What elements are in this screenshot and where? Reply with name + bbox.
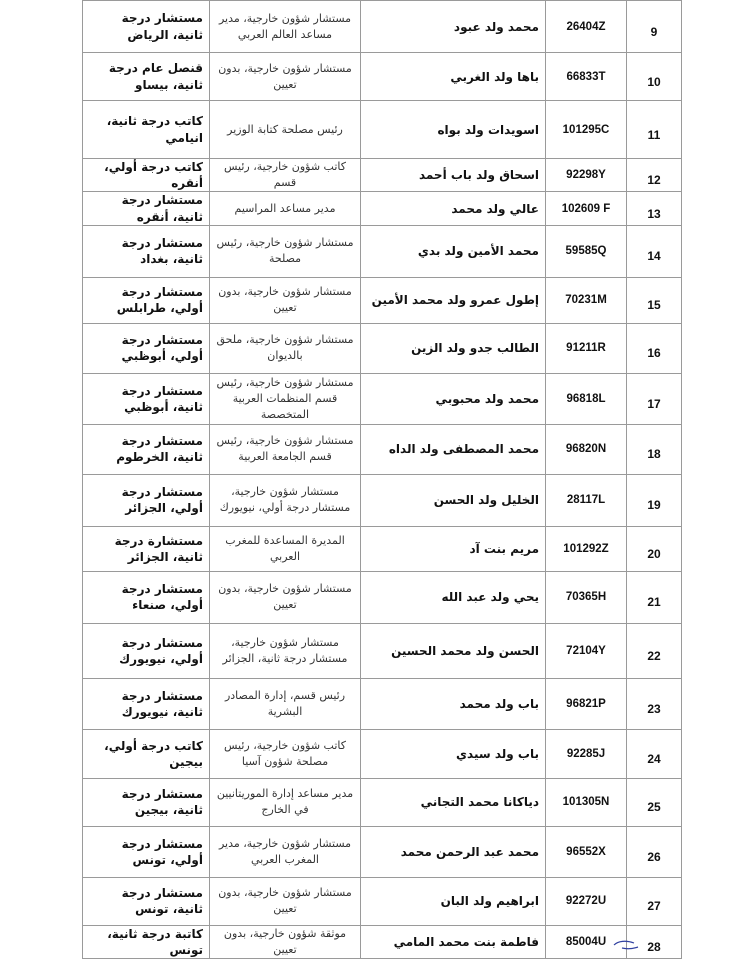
row-number-cell: 26 xyxy=(627,826,682,877)
code-cell: 96552X xyxy=(546,826,627,877)
job-cell: مستشار شؤون خارجية، بدون تعيين xyxy=(210,53,361,101)
name-cell: الطالب جدو ولد الزين xyxy=(361,323,546,373)
table-row xyxy=(83,571,682,623)
code-cell: 28117L xyxy=(546,474,627,526)
post-cell: قنصل عام درجة ثانية، بيساو xyxy=(83,53,210,101)
code-cell: 96818L xyxy=(546,373,627,424)
row-number-cell: 24 xyxy=(627,729,682,778)
post-cell: كاتب درجة ثانية، انيامي xyxy=(83,101,210,159)
name-cell: إطول عمرو ولد محمد الأمين xyxy=(361,277,546,323)
table-row xyxy=(83,225,682,277)
table-row xyxy=(83,826,682,877)
row-number-cell: 19 xyxy=(627,474,682,526)
table-row xyxy=(83,159,682,192)
post-cell: مستشار درجة أولي، أبوظبي xyxy=(83,323,210,373)
job-cell: كاتب شؤون خارجية، رئيس مصلحة شؤون آسيا xyxy=(210,729,361,778)
code-cell: 96821P xyxy=(546,678,627,729)
post-cell: مستشار درجة ثانية، نيويورك xyxy=(83,678,210,729)
name-cell: مريم بنت آد xyxy=(361,526,546,571)
row-number-cell: 17 xyxy=(627,373,682,424)
post-cell: مستشار درجة ثانية، بغداد xyxy=(83,225,210,277)
name-cell: محمد الأمين ولد بدي xyxy=(361,225,546,277)
job-cell: مستشار شؤون خارجية، مدير المغرب العربي xyxy=(210,826,361,877)
job-cell: مستشار شؤون خارجية، بدون تعيين xyxy=(210,571,361,623)
row-number-cell: 9 xyxy=(627,1,682,53)
table-row xyxy=(83,729,682,778)
post-cell: مستشار درجة أولي، طرابلس xyxy=(83,277,210,323)
code-cell: 101295C xyxy=(546,101,627,159)
post-cell: مستشار درجة ثانية، أبوظبي xyxy=(83,373,210,424)
post-cell: مستشار درجة ثانية، الخرطوم xyxy=(83,424,210,474)
post-cell: مستشار درجة ثانية، بيجين xyxy=(83,778,210,826)
staff-table-body xyxy=(83,1,682,959)
post-cell: مستشار درجة ثانية، أنقره xyxy=(83,192,210,225)
code-cell: 91211R xyxy=(546,323,627,373)
job-cell: مستشار شؤون خارجية، رئيس مصلحة xyxy=(210,225,361,277)
name-cell: باب ولد سيدي xyxy=(361,729,546,778)
job-cell: مستشار شؤون خارجية، رئيس قسم الجامعة العربية xyxy=(210,424,361,474)
code-cell: 26404Z xyxy=(546,1,627,53)
name-cell: محمد ولد محبوبي xyxy=(361,373,546,424)
code-cell: 70365H xyxy=(546,571,627,623)
row-number-cell: 15 xyxy=(627,277,682,323)
code-cell: 92298Y xyxy=(546,159,627,192)
job-cell: المديرة المساعدة للمغرب العربي xyxy=(210,526,361,571)
code-cell: 59585Q xyxy=(546,225,627,277)
name-cell: محمد ولد عبود xyxy=(361,1,546,53)
row-number-cell: 16 xyxy=(627,323,682,373)
name-cell: محمد عبد الرحمن محمد xyxy=(361,826,546,877)
table-row xyxy=(83,623,682,678)
post-cell: كاتب درجة أولي، بيجين xyxy=(83,729,210,778)
job-cell: موثقة شؤون خارجية، بدون تعيين xyxy=(210,925,361,958)
name-cell: يحي ولد عبد الله xyxy=(361,571,546,623)
name-cell: باها ولد الغربي xyxy=(361,53,546,101)
pen-mark xyxy=(612,940,640,950)
job-cell: مستشار شؤون خارجية، بدون تعيين xyxy=(210,877,361,925)
code-cell: 101305N xyxy=(546,778,627,826)
job-cell: مدير مساعد المراسيم xyxy=(210,192,361,225)
table-row xyxy=(83,526,682,571)
row-number-cell: 11 xyxy=(627,101,682,159)
row-number-cell: 28 xyxy=(627,925,682,958)
row-number-cell: 20 xyxy=(627,526,682,571)
name-cell: اسويدات ولد بواه xyxy=(361,101,546,159)
post-cell: مستشارة درجة ثانية، الجزائر xyxy=(83,526,210,571)
table-row xyxy=(83,1,682,53)
post-cell: مستشار درجة أولي، تونس xyxy=(83,826,210,877)
code-cell: 102609 F xyxy=(546,192,627,225)
job-cell: مستشار شؤون خارجية، مستشار درجة أولي، نيويورك xyxy=(210,474,361,526)
row-number-cell: 21 xyxy=(627,571,682,623)
table-row xyxy=(83,925,682,958)
row-number-cell: 18 xyxy=(627,424,682,474)
job-cell: مستشار شؤون خارجية، رئيس قسم المنظمات العربية المتخصصة xyxy=(210,373,361,424)
job-cell: مستشار شؤون خارجية، مستشار درجة ثانية، الجزائر xyxy=(210,623,361,678)
code-cell: 85004U xyxy=(546,925,627,958)
post-cell: مستشار درجة أولي، صنعاء xyxy=(83,571,210,623)
table-row xyxy=(83,678,682,729)
row-number-cell: 27 xyxy=(627,877,682,925)
row-number-cell: 12 xyxy=(627,159,682,192)
table-row xyxy=(83,323,682,373)
table-row xyxy=(83,192,682,225)
document-sheet xyxy=(82,0,682,959)
table-row xyxy=(83,53,682,101)
code-cell: 101292Z xyxy=(546,526,627,571)
row-number-cell: 25 xyxy=(627,778,682,826)
code-cell: 92285J xyxy=(546,729,627,778)
code-cell: 96820N xyxy=(546,424,627,474)
table-row xyxy=(83,877,682,925)
row-number-cell: 13 xyxy=(627,192,682,225)
staff-table xyxy=(82,0,682,959)
job-cell: مدير مساعد إدارة الموريتانيين في الخارج xyxy=(210,778,361,826)
table-row xyxy=(83,424,682,474)
name-cell: عالي ولد محمد xyxy=(361,192,546,225)
row-number-cell: 10 xyxy=(627,53,682,101)
post-cell: مستشار درجة ثانية، تونس xyxy=(83,877,210,925)
table-row xyxy=(83,373,682,424)
job-cell: مستشار شؤون خارجية، ملحق بالديوان xyxy=(210,323,361,373)
name-cell: محمد المصطفى ولد الداه xyxy=(361,424,546,474)
code-cell: 72104Y xyxy=(546,623,627,678)
row-number-cell: 22 xyxy=(627,623,682,678)
job-cell: كاتب شؤون خارجية، رئيس قسم xyxy=(210,159,361,192)
name-cell: فاطمة بنت محمد المامي xyxy=(361,925,546,958)
post-cell: كاتبة درجة ثانية، تونس xyxy=(83,925,210,958)
table-row xyxy=(83,474,682,526)
post-cell: كاتب درجة أولي، أنقره xyxy=(83,159,210,192)
row-number-cell: 23 xyxy=(627,678,682,729)
post-cell: مستشار درجة ثانية، الرياض xyxy=(83,1,210,53)
name-cell: الحسن ولد محمد الحسين xyxy=(361,623,546,678)
name-cell: ابراهيم ولد البان xyxy=(361,877,546,925)
row-number-cell: 14 xyxy=(627,225,682,277)
code-cell: 92272U xyxy=(546,877,627,925)
name-cell: الخليل ولد الحسن xyxy=(361,474,546,526)
post-cell: مستشار درجة أولي، نيويورك xyxy=(83,623,210,678)
job-cell: مستشار شؤون خارجية، بدون تعيين xyxy=(210,277,361,323)
job-cell: رئيس مصلحة كتابة الوزير xyxy=(210,101,361,159)
job-cell: مستشار شؤون خارجية، مدير مساعد العالم العربي xyxy=(210,1,361,53)
table-row xyxy=(83,778,682,826)
code-cell: 66833T xyxy=(546,53,627,101)
name-cell: دياكانا محمد التجاني xyxy=(361,778,546,826)
name-cell: اسحاق ولد باب أحمد xyxy=(361,159,546,192)
code-cell: 70231M xyxy=(546,277,627,323)
table-row xyxy=(83,277,682,323)
job-cell: رئيس قسم، إدارة المصادر البشرية xyxy=(210,678,361,729)
name-cell: باب ولد محمد xyxy=(361,678,546,729)
post-cell: مستشار درجة أولي، الجزائر xyxy=(83,474,210,526)
table-row xyxy=(83,101,682,159)
